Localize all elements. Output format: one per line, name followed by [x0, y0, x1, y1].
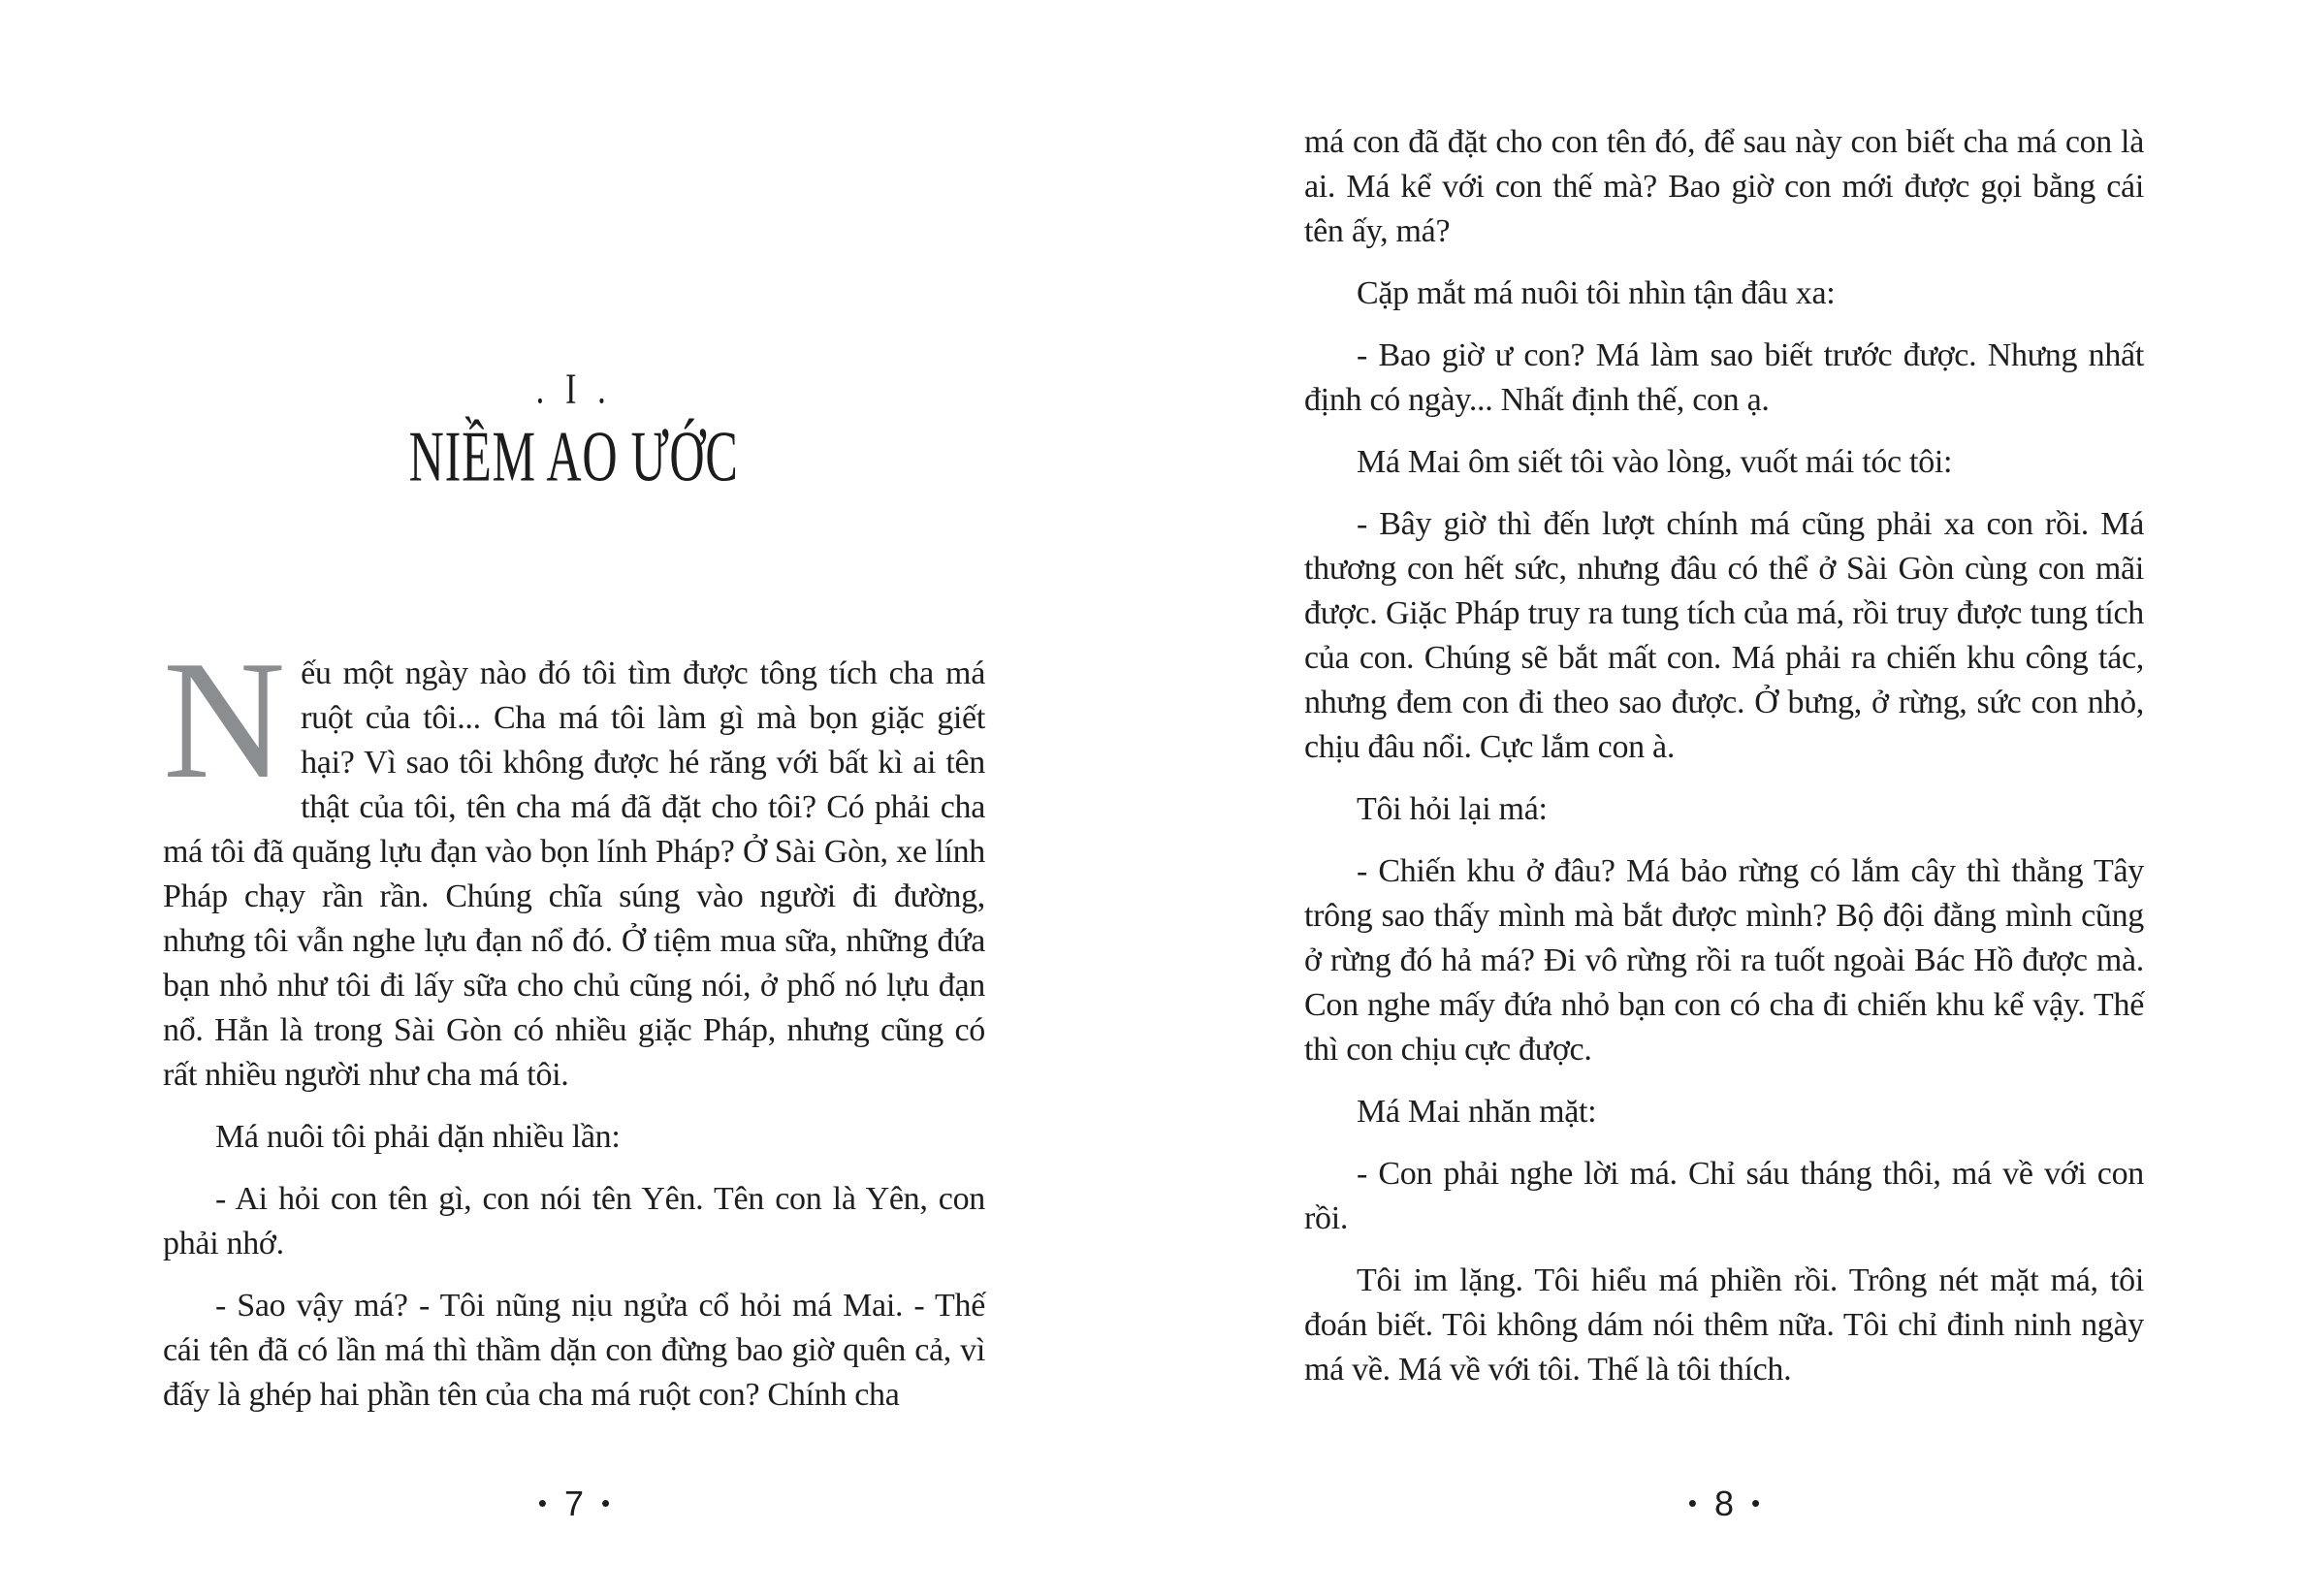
right-page-body [1304, 120, 2144, 1392]
paragraph: - Con phải nghe lời má. Chỉ sáu tháng thôi, má về với con rồi. [1304, 1156, 2144, 1236]
paragraph: - Ai hỏi con tên gì, con nói tên Yên. Tên con là Yên, con phải nhớ. [163, 1181, 985, 1261]
paragraph: Má nuôi tôi phải dặn nhiều lần: [215, 1119, 621, 1155]
left-page-body [163, 625, 985, 1418]
paragraph: - Bao giờ ư con? Má làm sao biết trước được. Nhưng nhất định có ngày... Nhất định thế, con ạ. [1304, 337, 2144, 418]
page-number-right [1304, 1484, 2144, 1524]
page-number-value: 8 [1713, 1484, 1735, 1523]
paragraph: Má Mai ôm siết tôi vào lòng, vuốt mái tóc tôi: [1357, 444, 1953, 480]
page-number-bullet-left: • [537, 1488, 547, 1517]
chapter-title [163, 417, 985, 497]
page-number-value: 7 [563, 1484, 585, 1523]
page-number-bullet-right: • [1751, 1488, 1761, 1517]
page-number-left [163, 1484, 985, 1524]
paragraph: Má Mai nhăn mặt: [1357, 1094, 1597, 1130]
page-number-bullet-right: • [601, 1488, 611, 1517]
paragraph: - Sao vậy má? - Tôi nũng nịu ngửa cổ hỏi má Mai. - Thế cái tên đã có lần má thì thầm dặn con đừng bao giờ quên cả, vì đấy là ghép hai phần tên của cha má ruột con? Chính cha [163, 1288, 985, 1413]
paragraph: Tôi hỏi lại má: [1357, 791, 1548, 827]
paragraph-text: ếu một ngày nào đó tôi tìm được tông tích cha má ruột của tôi... Cha má tôi làm gì mà bọn giặc giết hại? Vì sao tôi không được hé răng với bất kì ai tên thật của tôi, tên cha má đã đặt cho tôi? Có phải cha má tôi đã quăng lựu đạn vào bọn lính Pháp? Ở Sài Gòn, xe lính Pháp chạy rần rần. Chúng chĩa súng vào người đi đường, nhưng tôi vẫn nghe lựu đạn nổ đó. Ở tiệm mua sữa, những đứa bạn nhỏ như tôi đi lấy sữa cho chủ cũng nói, ở phố nó lựu đạn nổ. Hẳn là trong Sài Gòn có nhiều giặc Pháp, nhưng cũng có rất nhiều người như cha má tôi. [163, 655, 985, 1093]
chapter-number [163, 367, 985, 413]
paragraph: Tôi im lặng. Tôi hiểu má phiền rồi. Trông nét mặt má, tôi đoán biết. Tôi không dám nói thêm nữa. Tôi chỉ đinh ninh ngày má về. Má về với tôi. Thế là tôi thích. [1304, 1262, 2144, 1388]
chapter-title-text: NIỀM AO ƯỚC [409, 417, 739, 497]
paragraph: - Chiến khu ở đâu? Má bảo rừng có lắm cây thì thằng Tây trông sao thấy mình mà bắt được mình? Bộ đội đằng mình cũng ở rừng đó hả má? Đi vô rừng rồi ra tuốt ngoài Bác Hồ được mà. Con nghe mấy đứa nhỏ bạn con có cha đi chiến khu kể vậy. Thế thì con chịu cực được. [1304, 853, 2144, 1068]
paragraph: - Bây giờ thì đến lượt chính má cũng phải xa con rồi. Má thương con hết sức, nhưng đâu có thể ở Sài Gòn cùng con mãi được. Giặc Pháp truy ra tung tích của má, rồi truy được tung tích của con. Chúng sẽ bắt mất con. Má phải ra chiến khu công tác, nhưng đem con đi theo sao được. Ở bưng, ở rừng, sức con nhỏ, chịu đâu nổi. Cực lắm con à. [1304, 506, 2144, 765]
page-number-bullet-left: • [1687, 1488, 1697, 1517]
page-right [1304, 0, 2144, 1596]
chapter-number-text: . I . [535, 366, 613, 414]
paragraph-dropcap [163, 625, 985, 1098]
paragraph-continuation: má con đã đặt cho con tên đó, để sau này con biết cha má con là ai. Má kể với con thế mà? Bao giờ con mới được gọi bằng cái tên ấy, má? [1304, 124, 2144, 249]
page-left [163, 0, 985, 1596]
paragraph: Cặp mắt má nuôi tôi nhìn tận đâu xa: [1357, 275, 1836, 311]
drop-cap-letter: N [163, 625, 286, 814]
